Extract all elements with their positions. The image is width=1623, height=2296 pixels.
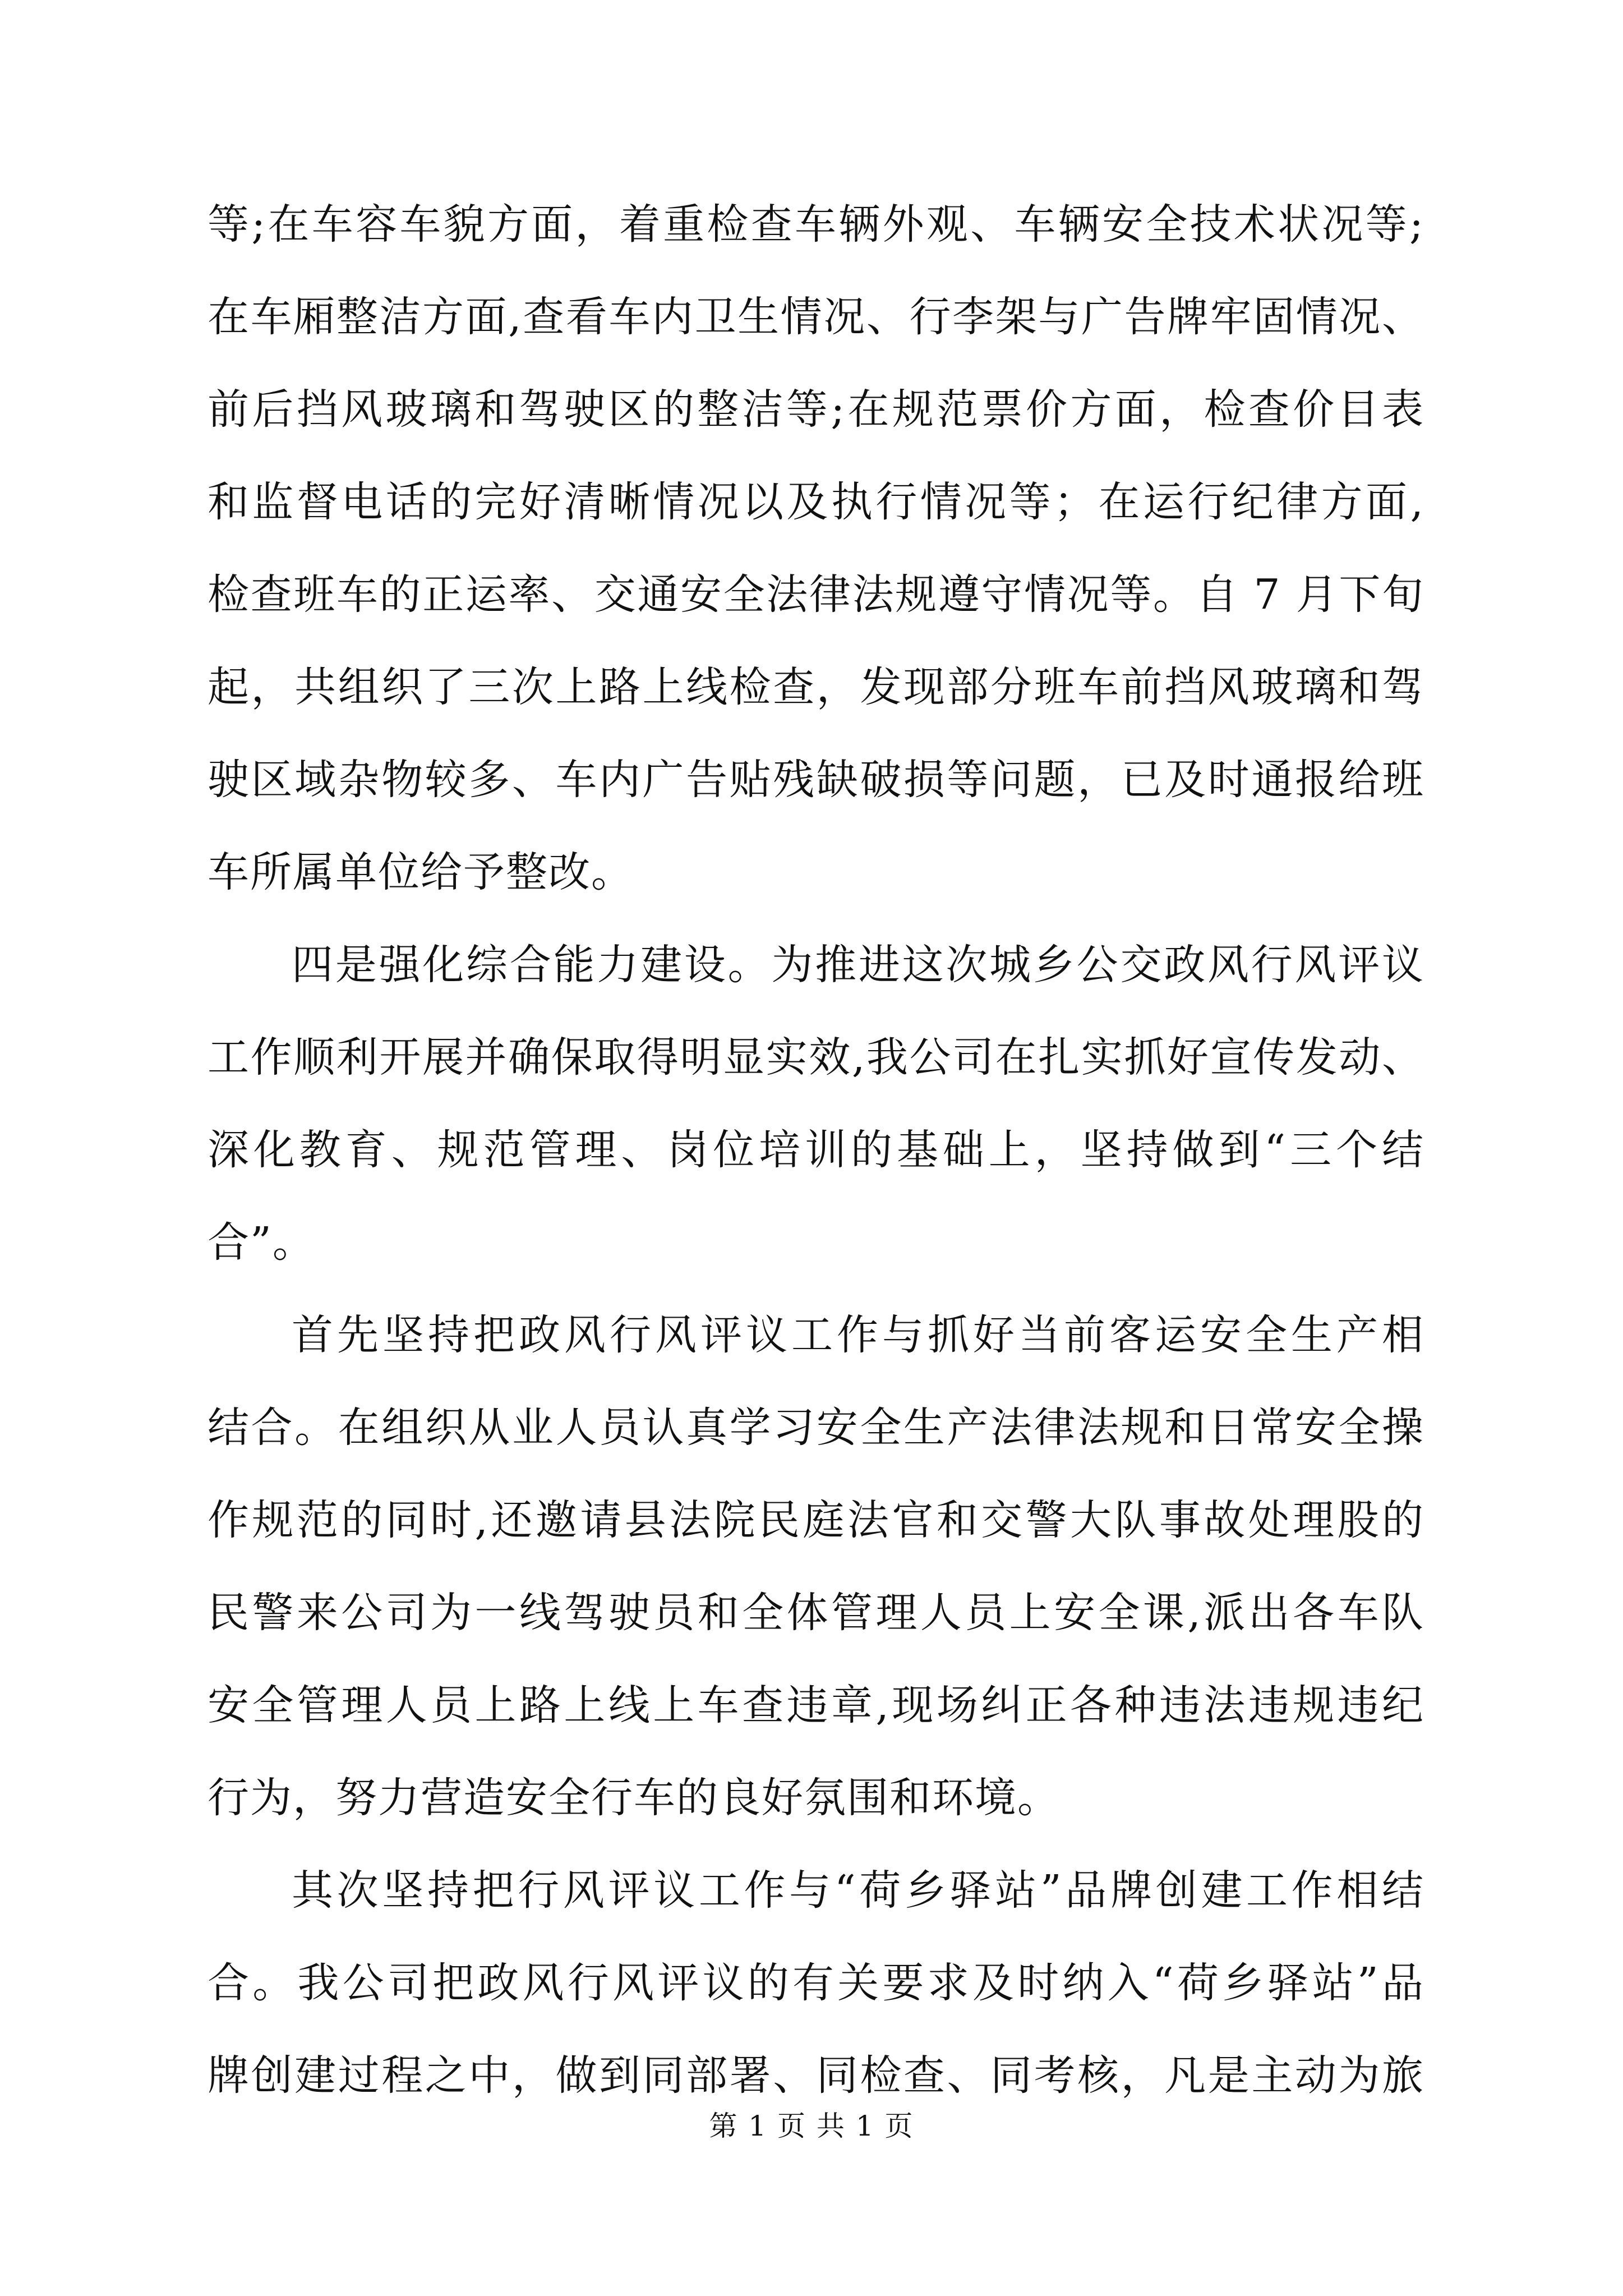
text-line: 等;在车容车貌方面，着重检查车辆外观、车辆安全技术状况等; [208, 200, 1424, 249]
text-line: 合。我公司把政风行风评议的有关要求及时纳入“荷乡驿站”品 [208, 1959, 1424, 2007]
paragraph-first-line: 四是强化综合能力建设。为推进这次城乡公交政风行风评议 [292, 941, 1424, 989]
text-line: 牌创建过程之中，做到同部署、同检查、同考核，凡是主动为旅 [208, 2051, 1424, 2100]
paragraph-first-line: 其次坚持把行风评议工作与“荷乡驿站”品牌创建工作相结 [292, 1866, 1424, 1915]
text-line: 前后挡风玻璃和驾驶区的整洁等;在规范票价方面，检查价目表 [208, 385, 1424, 434]
text-line: 合”。 [208, 1218, 315, 1267]
text-line: 驶区域杂物较多、车内广告贴残缺破损等问题，已及时通报给班 [208, 756, 1424, 804]
text-line: 作规范的同时,还邀请县法院民庭法官和交警大队事故处理股的 [208, 1496, 1424, 1544]
text-line: 车所属单位给予整改。 [208, 848, 634, 896]
page-number: 第 1 页 共 1 页 [709, 2110, 914, 2142]
text-line: 在车厢整洁方面,查看车内卫生情况、行李架与广告牌牢固情况、 [208, 293, 1424, 341]
text-line: 行为，努力营造安全行车的良好氛围和环境。 [208, 1774, 1060, 1822]
text-line: 结合。在组织从业人员认真学习安全生产法律法规和日常安全操 [208, 1404, 1424, 1452]
text-line: 工作顺利开展并确保取得明显实效,我公司在扎实抓好宣传发动、 [208, 1033, 1424, 1082]
text-line: 检查班车的正运率、交通安全法律法规遵守情况等。自 7 月下旬 [208, 570, 1424, 619]
text-line: 民警来公司为一线驾驶员和全体管理人员上安全课,派出各车队 [208, 1589, 1424, 1637]
text-line: 和监督电话的完好清晰情况以及执行情况等；在运行纪律方面, [208, 478, 1424, 526]
text-line: 安全管理人员上路上线上车查违章,现场纠正各种违法违规违纪 [208, 1681, 1424, 1729]
paragraph-first-line: 首先坚持把政风行风评议工作与抓好当前客运安全生产相 [292, 1311, 1424, 1359]
text-line: 起，共组织了三次上路上线检查，发现部分班车前挡风玻璃和驾 [208, 663, 1424, 711]
text-line: 深化教育、规范管理、岗位培训的基础上，坚持做到“三个结 [208, 1126, 1424, 1174]
